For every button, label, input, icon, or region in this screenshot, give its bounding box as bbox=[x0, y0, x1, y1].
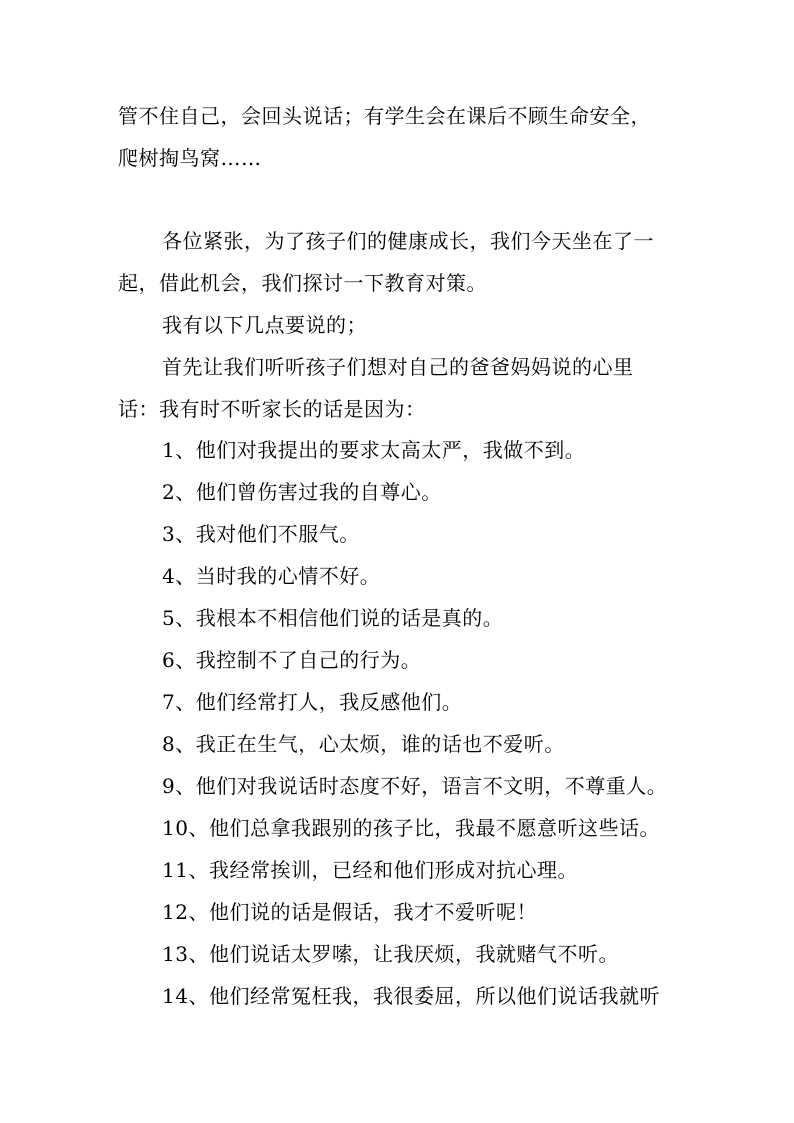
list-item: 2、他们曾伤害过我的自尊心。 bbox=[162, 480, 442, 504]
list-item: 7、他们经常打人，我反感他们。 bbox=[162, 690, 463, 714]
list-item: 13、他们说话太罗嗦，让我厌烦，我就赌气不听。 bbox=[162, 942, 619, 966]
list-item: 8、我正在生气，心太烦，谁的话也不爱听。 bbox=[162, 732, 565, 756]
list-item: 10、他们总拿我跟别的孩子比，我最不愿意听这些话。 bbox=[162, 816, 660, 840]
paragraph-line: 首先让我们听听孩子们想对自己的爸爸妈妈说的心里 bbox=[162, 355, 634, 379]
list-item: 9、他们对我说话时态度不好，语言不文明，不尊重人。 bbox=[162, 774, 668, 798]
list-item: 14、他们经常冤枉我，我很委屈，所以他们说话我就听 bbox=[162, 984, 660, 1008]
list-item: 6、我控制不了自己的行为。 bbox=[162, 648, 422, 672]
paragraph-line: 各位紧张，为了孩子们的健康成长，我们今天坐在了一 bbox=[162, 229, 654, 253]
paragraph-line: 管不住自己，会回头说话；有学生会在课后不顾生命安全， bbox=[118, 104, 651, 128]
paragraph-line: 我有以下几点要说的； bbox=[162, 313, 367, 337]
paragraph-line: 起，借此机会，我们探讨一下教育对策。 bbox=[118, 271, 487, 295]
list-item: 12、他们说的话是假话，我才不爱听呢！ bbox=[162, 900, 537, 924]
list-item: 5、我根本不相信他们说的话是真的。 bbox=[162, 606, 504, 630]
list-item: 11、我经常挨训，已经和他们形成对抗心理。 bbox=[162, 858, 578, 882]
paragraph-line: 爬树掏鸟窝…… bbox=[118, 146, 262, 170]
list-item: 1、他们对我提出的要求太高太严，我做不到。 bbox=[162, 438, 586, 462]
list-item: 3、我对他们不服气。 bbox=[162, 522, 360, 546]
paragraph-line: 话：我有时不听家长的话是因为： bbox=[118, 397, 426, 421]
list-item: 4、当时我的心情不好。 bbox=[162, 564, 381, 588]
